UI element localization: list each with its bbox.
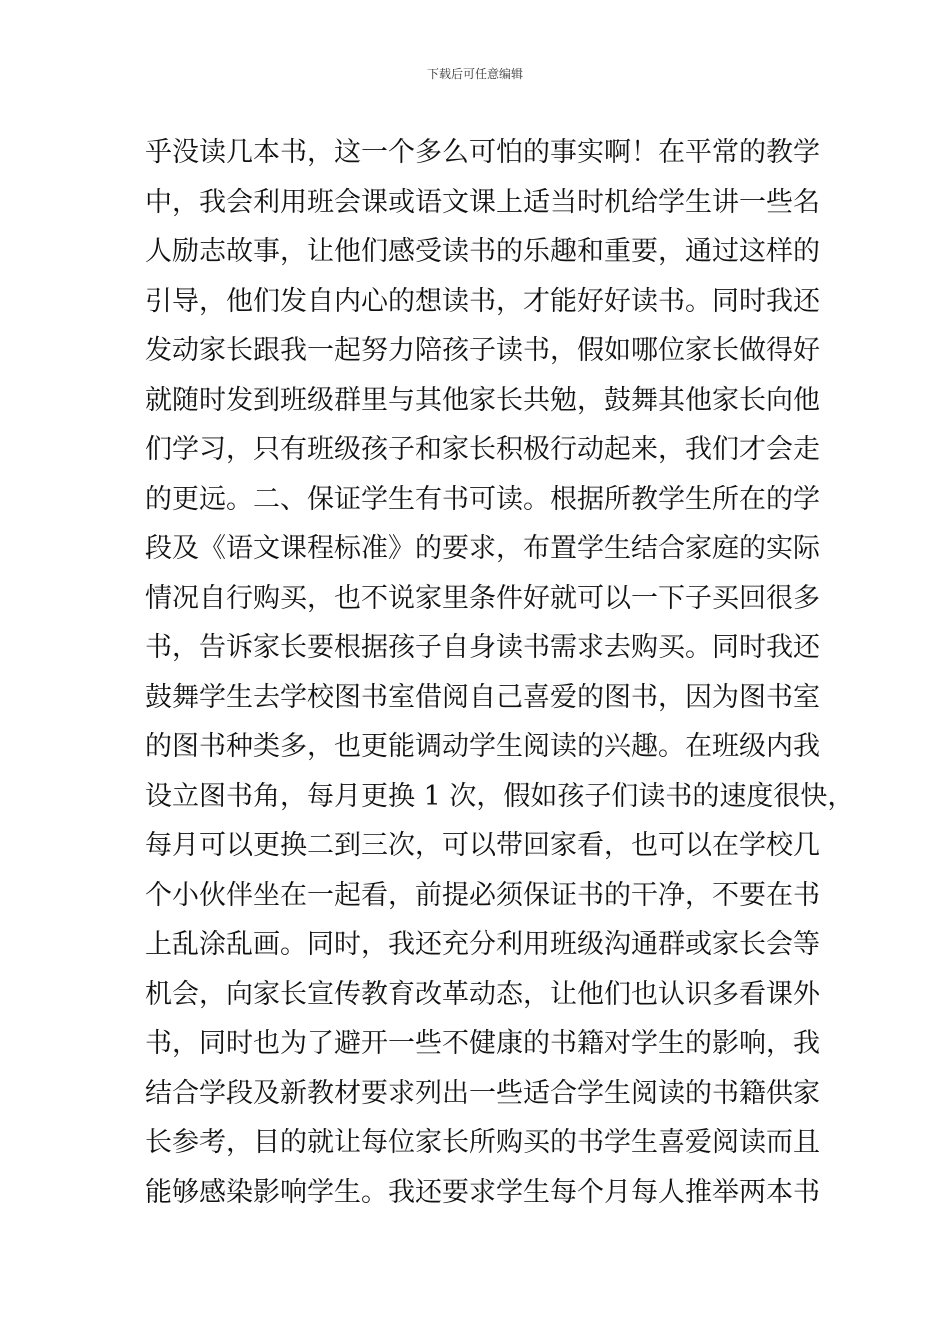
body-text (145, 128, 855, 1217)
text-line: 人励志故事，让他们感受读书的乐趣和重要，通过这样的 (145, 236, 820, 267)
text-line: 长参考，目的就让每位家长所购买的书学生喜爱阅读而且 (145, 1127, 820, 1158)
text-line: 乎没读几本书，这一个多么可怕的事实啊！在平常的教学 (145, 137, 820, 168)
text-line: 机会，向家长宣传教育改革动态，让他们也认识多看课外 (145, 978, 820, 1010)
text-line: 的更远。二、保证学生有书可读。根据所教学生所在的学 (145, 483, 820, 515)
text-line: 上乱涂乱画。同时，我还充分利用班级沟通群或家长会等 (145, 929, 820, 960)
text-line: 发动家长跟我一起努力陪孩子读书，假如哪位家长做得好 (145, 335, 820, 366)
text-line: 引导，他们发自内心的想读书，才能好好读书。同时我还 (145, 285, 820, 317)
text-line: 能够感染影响学生。我还要求学生每个月每人推举两本书 (145, 1176, 820, 1208)
text-line: 鼓舞学生去学校图书室借阅自己喜爱的图书，因为图书室 (145, 681, 820, 713)
text-line: 设立图书角，每月更换 1 次，假如孩子们读书的速度很快， (145, 780, 855, 812)
text-line: 情况自行购买，也不说家里条件好就可以一下子买回很多 (145, 582, 820, 614)
text-line: 中，我会利用班会课或语文课上适当时机给学生讲一些名 (145, 186, 820, 218)
text-line: 的图书种类多，也更能调动学生阅读的兴趣。在班级内我 (145, 731, 820, 762)
text-line: 们学习，只有班级孩子和家长积极行动起来，我们才会走 (145, 434, 820, 465)
text-line: 每月可以更换二到三次，可以带回家看，也可以在学校几 (145, 830, 820, 861)
text-line: 书，告诉家长要根据孩子自身读书需求去购买。同时我还 (145, 632, 820, 663)
text-line: 书，同时也为了避开一些不健康的书籍对学生的影响，我 (145, 1028, 820, 1059)
page-header: 下载后可任意编辑 (426, 67, 523, 81)
text-line: 就随时发到班级群里与其他家长共勉，鼓舞其他家长向他 (145, 384, 820, 416)
text-line: 个小伙伴坐在一起看，前提必须保证书的干净，不要在书 (145, 879, 820, 911)
text-line: 段及《语文课程标准》的要求，布置学生结合家庭的实际 (145, 533, 820, 564)
text-line: 结合学段及新教材要求列出一些适合学生阅读的书籍供家 (145, 1077, 820, 1109)
